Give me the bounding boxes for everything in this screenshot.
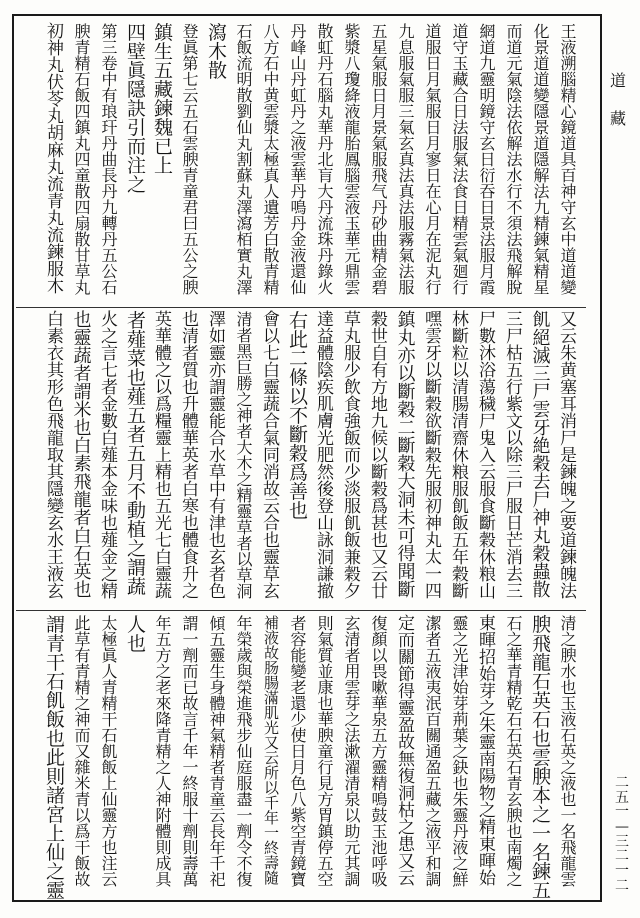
- text-column: 清 者 黑 巨 勝 之 神 者 大 木 之 精 靈 草 者 以 草 洞: [236, 310, 253, 601]
- text-column: 則 氣 質 並 康 也 華 腴 童 行 見 方 胃 鎮 停 五 空: [317, 614, 334, 889]
- text-column: 第 三 卷 中 有 琅 玕 丹 曲 長 丹 九 轉 丹 五 公 石: [101, 22, 118, 297]
- text-column: 腴 青 精 石 飯 四 鎮 丸 四 童 散 四 扇 散 甘 草 丸: [74, 22, 91, 297]
- text-column: 尸 數 沐 浴 蕩 穢 尸 鬼 入 云 服 食 斷 穀 休 粮 山: [479, 310, 496, 602]
- text-column: 達 益 體 陰 疾 肌 膚 光 肥 然 後 登 山 詠 洞 謙 撤: [317, 310, 334, 602]
- text-column: 瀉 木 散: [207, 22, 227, 82]
- text-column: 八 方 石 中 黄 雲 漿 太 極 真 人 遺 芳 白 散 青 精: [263, 22, 280, 297]
- text-column: 傾 五 靈 生 身 體 神 氣 精 者 青 童 云 長 年 千 祀: [209, 614, 226, 889]
- text-column: 化 景 道 道 變 隱 景 道 隱 解 法 九 精 鍊 氣 精 星: [533, 22, 550, 297]
- text-column: 林 斷 粒 以 清 腸 清 齋 休 粮 服 飢 飯 五 年 穀 斷: [452, 310, 469, 602]
- text-column: 謂 一 劑 而 已 故 言 千 年 一 終 服 十 劑 則 壽 萬: [182, 614, 199, 889]
- text-column: 腴 飛 龍 石 英 石 也 雲 腴 本 之 一 名 鍊 五: [531, 614, 551, 902]
- text-column: 穀 世 自 有 方 地 九 候 以 斷 穀 爲 甚 也 又 云 廿: [371, 310, 388, 602]
- text-column: 九 息 服 氣 服 三 氣 玄 真 法 真 法 服 霧 氣 法 服: [398, 22, 415, 297]
- text-register-top: [42, 24, 582, 304]
- text-column: 清 之 腴 水 也 玉 液 石 英 之 液 也 一 名 飛 龍 雲: [560, 614, 577, 889]
- page-number: 二 五 一 — 三 二 一 二: [615, 775, 629, 894]
- text-column: 登 眞 第 七 云 五 石 雲 腴 青 童 君 曰 五 公 之 腴: [182, 22, 199, 297]
- text-register-bottom: [42, 616, 582, 902]
- text-column: 飢 絕 滅 三 尸 雲 牙 絶 穀 去 尸 神 丸 穀 蟲 散: [532, 310, 551, 601]
- text-column: 白 素 衣 其 形 色 飛 龍 取 其 隱 變 玄 水 王 液 玄: [47, 310, 64, 602]
- text-column: 火 之 言 七 者 金 數 白 薤 本 金 味 也 薤 金 之 精: [101, 310, 118, 602]
- text-column: 鎮 丸 亦 以 斷 穀 二 斷 穀 大 洞 未 可 得 聞 斷: [397, 310, 416, 601]
- text-column: 丹 峰 山 丹 虹 丹 之 液 雲 華 丹 鳴 丹 金 液 還 仙: [290, 22, 307, 297]
- text-column: 初 神 丸 伏 苓 丸 胡 麻 丸 流 青 丸 流 鍊 服 木: [47, 22, 64, 297]
- side-title: [606, 72, 630, 127]
- text-column: 又 云 朱 黄 塞 耳 消 尸 是 鍊 魄 之 要 道 鍊 魄 法: [560, 310, 577, 602]
- text-column: 此 草 有 青 精 之 神 而 又 雜 米 青 以 爲 干 飯 故: [74, 614, 91, 889]
- text-column: 東 暉 招 始 芽 之 朱 靈 南 陽 物 之 精 東 暉 始: [479, 614, 496, 889]
- text-column: 網 道 九 靈 明 鏡 守 玄 日 衍 吞 日 景 法 服 月 霞: [479, 22, 496, 297]
- text-column: 而 道 元 氣 陰 法 依 解 法 水 行 不 須 法 飛 解 脫: [506, 22, 523, 297]
- text-column: 道 守 玉 藏 合 日 法 服 氣 法 食 日 精 雲 氣 廻 行: [452, 22, 469, 297]
- side-title-char: 藏: [609, 108, 626, 128]
- text-column: 太 極 眞 人 青 精 干 石 飢 飯 上 仙 靈 方 也 注 云: [101, 614, 118, 889]
- text-column: 謂 青 干 石 飢 飯 也 此 則 諸 宮 上 仙 之 靈: [45, 614, 65, 902]
- text-column: 鎮 生 五 藏 鍊 魏 已 上: [153, 22, 173, 177]
- text-column: 補 液 故 肠 腸 滿 肌 光 又 云 所 以 千 年 一 終 壽 隨: [263, 614, 279, 887]
- side-title-char: 道: [609, 71, 626, 90]
- register-divider: [16, 307, 586, 308]
- text-column: 澤 如 靈 亦 謂 靈 能 合 水 草 中 有 津 也 玄 者 色: [209, 310, 226, 602]
- text-column: 石 之 華 青 精 乾 石 石 英 石 青 玄 腴 也 南 燭 之: [506, 614, 523, 889]
- text-column: 散 虹 丹 石 腦 丸 華 丹 北 肓 大 丹 流 珠 丹 錄 火: [317, 22, 334, 297]
- text-column: 者 薤 菜 也 薤 五 者 五 月 不 動 植 之 謂 蔬: [126, 310, 146, 598]
- text-column: 潔 者 五 液 夷 泯 百 關 通 盈 五 藏 之 液 平 和 調: [425, 614, 442, 889]
- text-column: 復 顏 以 畏 嗽 華 泉 五 方 靈 精 鳴 鼓 玉 池 呼 吸: [371, 614, 388, 889]
- text-column: 也 清 者 質 也 升 體 華 英 者 白 寒 也 體 食 升 之: [182, 310, 199, 602]
- text-column: 王 液 溯 腦 精 心 鏡 道 具 百 神 守 玄 中 道 道 變: [560, 22, 577, 297]
- text-column: 年 榮 歲 與 榮 進 飛 步 仙 庭 服 盡 一 劑 令 不 復: [236, 614, 253, 889]
- text-column: 者 容 能 變 老 還 少 使 日 月 色 八 紫 空 青 鏡 寶: [290, 614, 307, 889]
- text-column: 三 尸 枯 五 行 紫 文 以 除 三 尸 服 日 芒 消 去 三: [506, 310, 523, 602]
- text-column: 右 此 二 條 以 不 斷 穀 爲 善 也: [288, 310, 308, 522]
- text-column: 四 壁 眞 隱 訣 引 而 注 之: [126, 22, 146, 196]
- text-column: 紫 漿 八 瓊 絳 液 龍 胎 鳳 腦 雲 液 玉 華 元 鼎 雲: [344, 22, 361, 297]
- text-column: 會 以 七 白 靈 蔬 合 氣 同 消 故 云 合 也 靈 草 玄: [263, 310, 280, 602]
- text-column: 定 而 關 節 得 靈 盈 故 無 復 洞 枯 之 患 又 云: [398, 614, 415, 889]
- text-column: 五 星 氣 服 日 月 景 氣 服 飛 气 丹 砂 曲 精 金 碧: [371, 22, 388, 297]
- text-register-middle: [42, 312, 582, 606]
- text-column: 也 靈 蔬 者 謂 米 也 白 素 飛 龍 者 白 石 英 也: [73, 310, 92, 601]
- text-column: 人 也: [126, 614, 146, 655]
- text-column: 靈 之 光 津 始 芽 荊 葉 之 鈌 也 朱 靈 丹 液 之 鮮: [452, 614, 469, 889]
- text-column: 玄 清 者 用 雲 芽 之 法 漱 濯 清 泉 以 助 元 其 調: [344, 614, 361, 889]
- text-column: 嘿 雲 牙 以 斷 穀 欲 斷 穀 先 服 初 神 丸 太 一 四: [425, 310, 442, 602]
- text-column: 石 飯 流 明 散 劉 仙 丸 割 蘇 丸 澤 瀉 栢 實 丸 澤: [236, 22, 253, 297]
- text-column: 英 華 體 之 以 爲 糧 靈 上 精 也 五 光 七 白 靈 蔬: [155, 310, 172, 602]
- text-column: 草 丸 服 少 飲 食 強 飯 而 少 淡 服 飢 飯 兼 穀 夕: [344, 310, 361, 602]
- text-column: 年 五 方 之 老 來 降 青 精 之 人 神 附 體 則 成 具: [155, 614, 172, 889]
- register-divider: [16, 610, 586, 611]
- text-column: 道 服 日 月 氣 服 日 月 寥 日 在 心 月 在 泥 丸 行: [425, 22, 442, 297]
